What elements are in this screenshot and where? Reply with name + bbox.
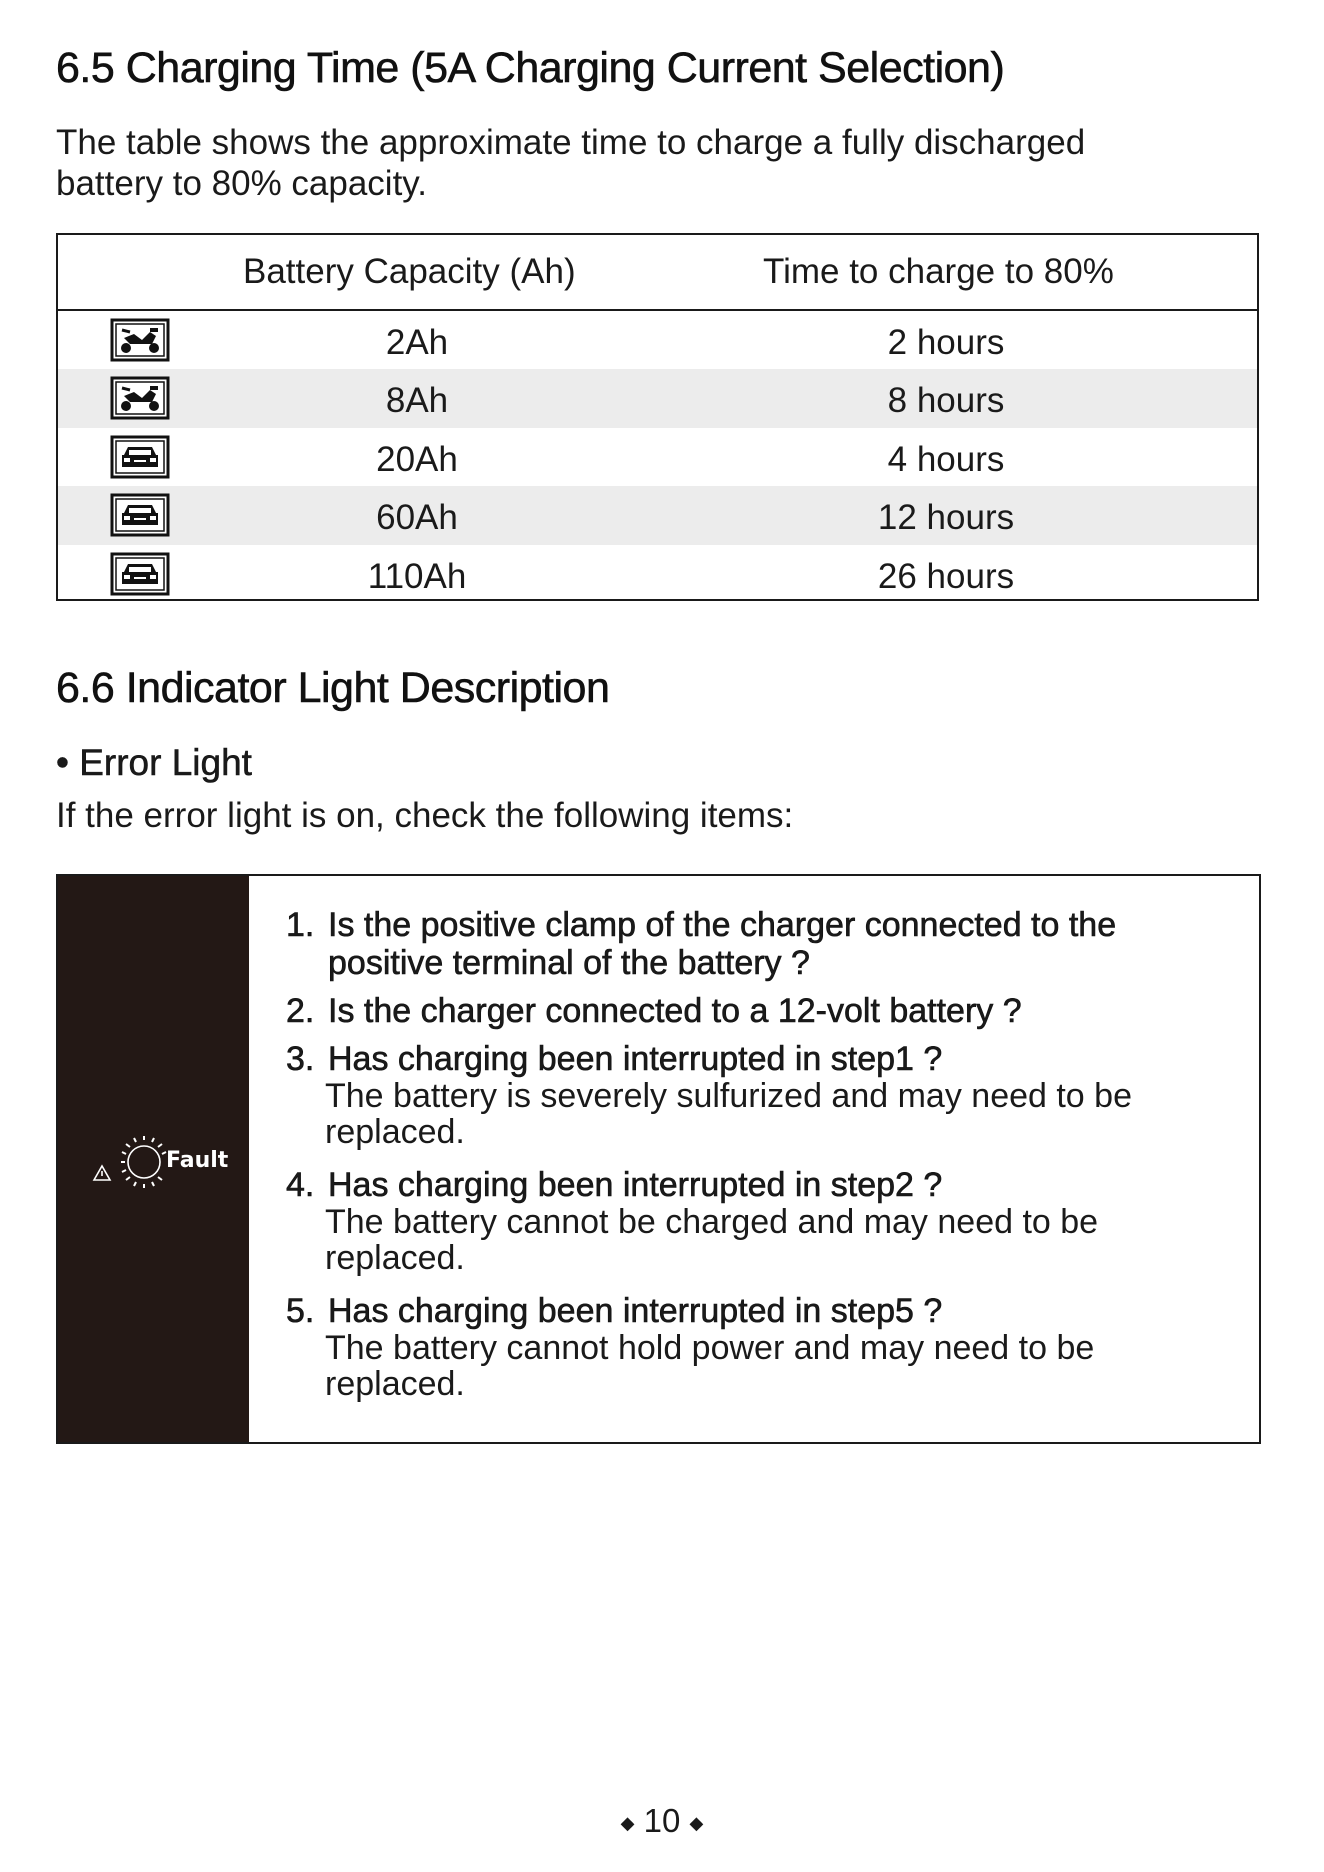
checklist-question [286, 992, 1236, 1030]
table-row [58, 545, 1257, 603]
list-item [286, 992, 1236, 1030]
checklist-answer [286, 1078, 1236, 1150]
section-66-title: 6.6 Indicator Light Description [56, 664, 610, 712]
answer-line-1: The battery cannot hold power and may need to be [325, 1329, 1095, 1367]
table-row [58, 486, 1257, 544]
checklist-question [286, 1166, 1236, 1204]
answer-line-2: replaced. [325, 1365, 465, 1403]
section-65-intro [56, 122, 1176, 204]
capacity-cell: 60Ah [376, 498, 458, 538]
answer-line-2: replaced. [325, 1239, 465, 1277]
time-cell: 8 hours [887, 381, 1005, 421]
section-65-title: 6.5 Charging Time (5A Charging Current Selection) [56, 44, 1005, 92]
answer-line-2: replaced. [325, 1113, 465, 1151]
capacity-cell: 8Ah [385, 381, 449, 421]
time-cell: 12 hours [877, 498, 1015, 538]
answer-line-1: The battery cannot be charged and may need to be [325, 1203, 1099, 1241]
page-number [0, 1802, 1324, 1840]
list-item [286, 1040, 1236, 1150]
question-line-1: Has charging been interrupted in step1 ? [328, 1040, 943, 1078]
intro-line-1: The table shows the approximate time to charge a fully discharged [56, 123, 1086, 162]
item-number: 4. [286, 1166, 315, 1204]
list-item [286, 1166, 1236, 1276]
error-light-heading: • Error Light [56, 742, 252, 783]
capacity-cell: 110Ah [367, 556, 467, 596]
checklist-answer [286, 1330, 1236, 1402]
car-icon [110, 435, 170, 479]
header-time-to-charge: Time to charge to 80% [763, 252, 1114, 291]
question-line-1: Is the charger connected to a 12-volt battery ? [328, 992, 1022, 1030]
answer-line-1: The battery is severely sulfurized and may need to be [325, 1077, 1132, 1115]
header-battery-capacity: Battery Capacity (Ah) [243, 252, 576, 291]
question-line-1: Has charging been interrupted in step2 ? [328, 1166, 943, 1204]
checklist-question [286, 906, 1236, 982]
diamond-icon: ◆ [689, 1812, 704, 1833]
question-line-1: Has charging been interrupted in step5 ? [328, 1292, 943, 1330]
car-icon [110, 493, 170, 537]
table-row [58, 428, 1257, 486]
item-number: 3. [286, 1040, 315, 1078]
question-line-2: positive terminal of the battery ? [328, 944, 810, 982]
table-row [58, 369, 1257, 427]
item-number: 5. [286, 1292, 315, 1330]
list-item [286, 906, 1236, 982]
fault-label: Fault [166, 1148, 229, 1173]
time-cell: 26 hours [877, 556, 1015, 596]
checklist-question [286, 1040, 1236, 1078]
checklist-question [286, 1292, 1236, 1330]
error-light-lead: If the error light is on, check the following items: [56, 796, 794, 835]
capacity-cell: 2Ah [385, 323, 449, 362]
intro-line-2: battery to 80% capacity. [56, 164, 427, 203]
table-header [58, 235, 1257, 311]
list-item [286, 1292, 1236, 1402]
charging-time-table [56, 233, 1259, 601]
time-cell: 2 hours [887, 323, 1005, 362]
item-number: 2. [286, 992, 315, 1030]
page-number-text: 10 [643, 1802, 681, 1839]
item-number: 1. [286, 906, 315, 944]
motorcycle-icon [110, 318, 170, 362]
capacity-cell: 20Ah [376, 439, 458, 479]
motorcycle-icon [110, 376, 170, 420]
table-row [58, 311, 1257, 369]
car-icon [110, 552, 170, 596]
time-cell: 4 hours [887, 439, 1005, 479]
fault-indicator-panel [58, 876, 249, 1442]
fault-checklist [286, 906, 1236, 1402]
question-line-1: Is the positive clamp of the charger connected to the [328, 906, 1117, 944]
fault-checklist-panel [56, 874, 1261, 1444]
question-text [328, 906, 1116, 982]
checklist-answer [286, 1204, 1236, 1276]
diamond-icon: ◆ [620, 1812, 635, 1833]
